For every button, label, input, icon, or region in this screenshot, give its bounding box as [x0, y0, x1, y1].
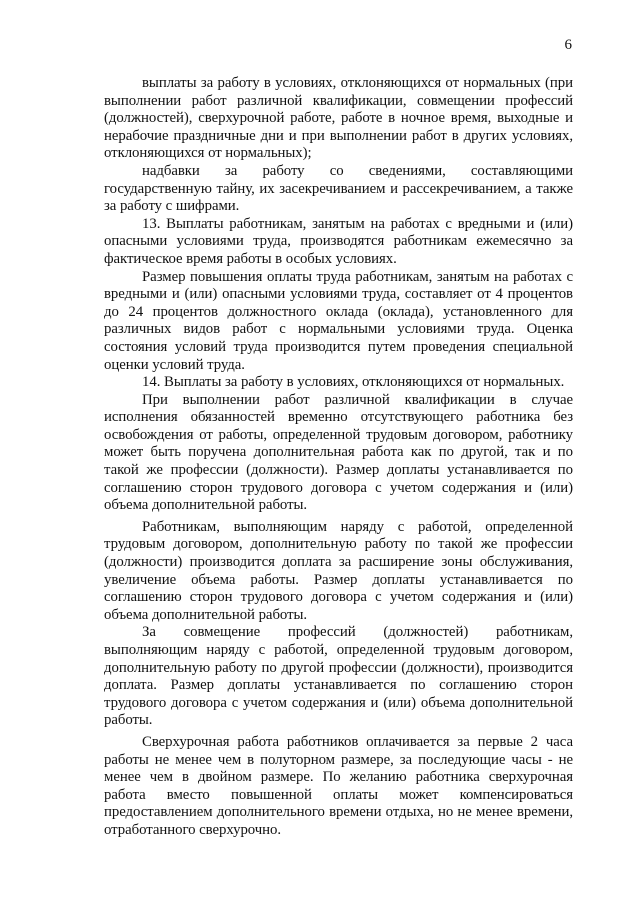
- paragraph: надбавки за работу со сведениями, составляющими государственную тайну, их засекречиванием и рассекречиванием, а также за работу с шифрами.: [104, 162, 573, 215]
- paragraph: выплаты за работу в условиях, отклоняющихся от нормальных (при выполнении работ различной квалификации, совмещении профессий (должностей), сверхурочной работе, работе в ночное время, выходные и нерабочие праздничные дни и при выполнении работ в других условиях, отклоняющихся от нормальных);: [104, 75, 573, 162]
- paragraph: Размер повышения оплаты труда работникам, занятым на работах с вредными и (или) опасными условиями труда, составляет от 4 процентов до 24 процентов должностного оклада (оклада), установленного для различных видов работ с нормальными условиями труда. Оценка состояния условий труда производится путем проведения специальной оценки условий труда.: [104, 268, 573, 373]
- page-body: [104, 75, 573, 840]
- paragraph: Работникам, выполняющим наряду с работой, определенной трудовым договором, дополнительную работу по такой же профессии (должности) производится доплата за расширение зоны обслуживания, увеличение объема работы. Размер доплаты устанавливается по соглашению сторон трудового договора с учетом содержания и (или) объема дополнительной работы.: [104, 518, 573, 623]
- paragraph: 13. Выплаты работникам, занятым на работах с вредными и (или) опасными условиями труда, производятся работникам ежемесячно за фактическое время работы в особых условиях.: [104, 215, 573, 267]
- paragraph: Сверхурочная работа работников оплачивается за первые 2 часа работы не менее чем в полуторном размере, за последующие часы - не менее чем в двойном размере. По желанию работника сверхурочная работа вместо повышенной оплаты может компенсироваться предоставлением дополнительного времени отдыха, но не менее времени, отработанного сверхурочно.: [104, 733, 573, 838]
- paragraph: 14. Выплаты за работу в условиях, отклоняющихся от нормальных.: [142, 374, 565, 391]
- paragraph: За совмещение профессий (должностей) работникам, выполняющим наряду с работой, определенной трудовым договором, дополнительную работу по другой профессии (должности), производится доплата. Размер доплаты устанавливается по соглашению сторон трудового договора с учетом содержания и (или) объема дополнительной работы.: [104, 624, 573, 729]
- paragraph: При выполнении работ различной квалификации в случае исполнения обязанностей временно отсутствующего работника без освобождения от работы, определенной трудовым договором, работнику может быть поручена дополнительная работа как по другой, так и по такой же профессии (должности). Размер доплаты устанавливается по соглашению сторон трудового договора с учетом содержания и (или) объема дополнительной работы.: [104, 391, 573, 514]
- page-number: 6: [564, 37, 572, 53]
